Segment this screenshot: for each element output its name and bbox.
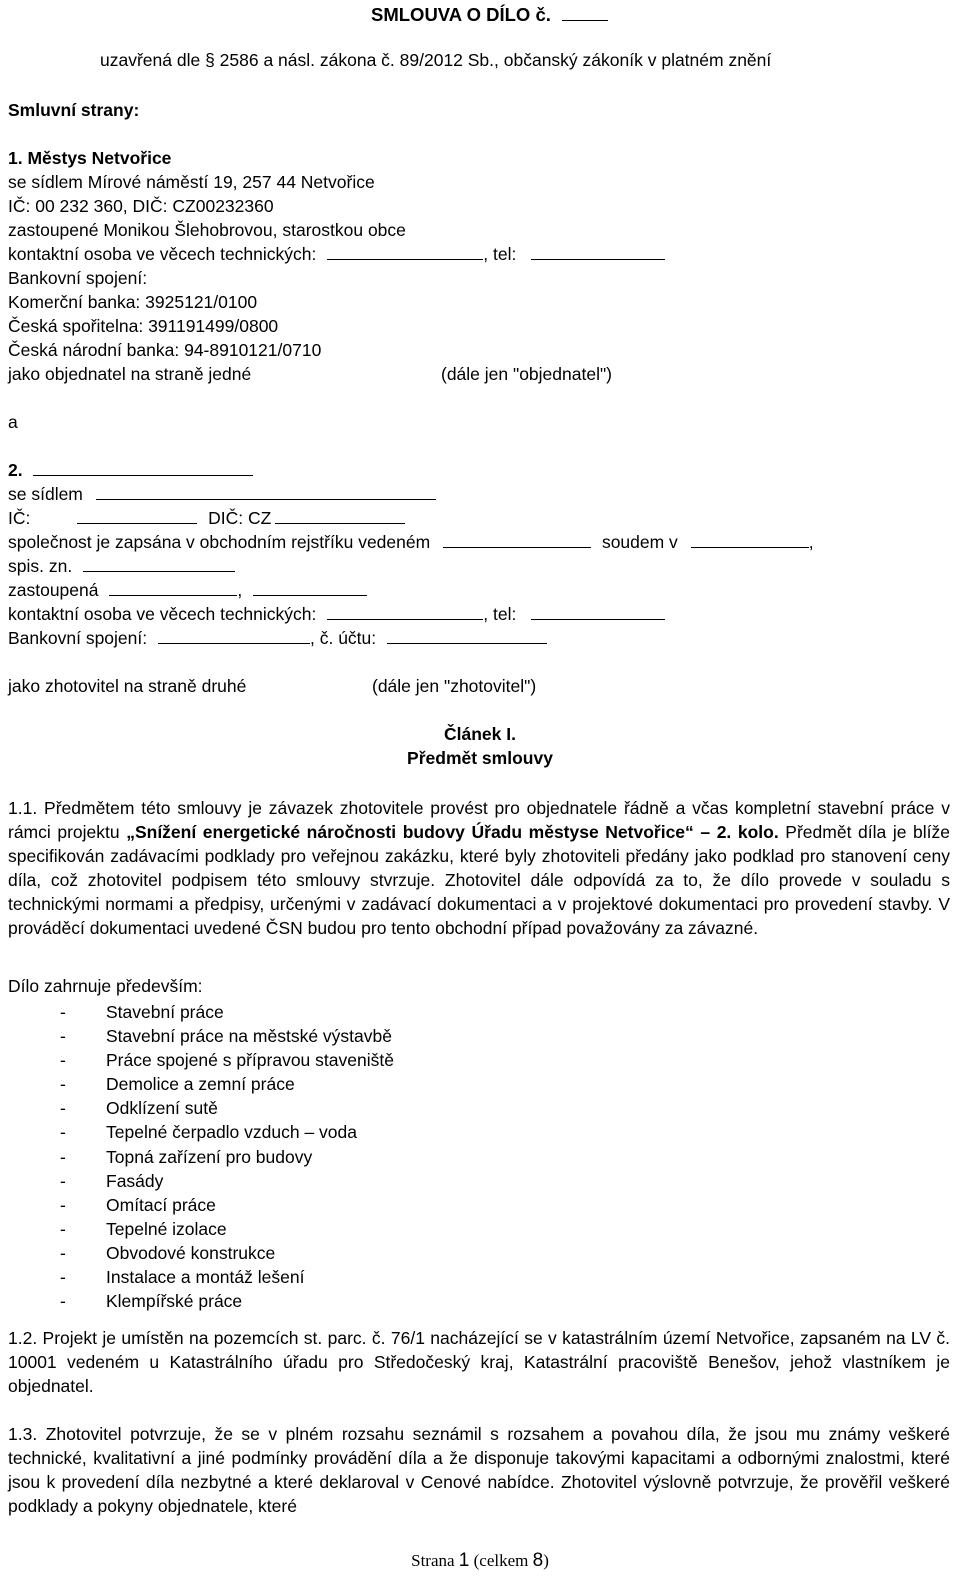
registry-court-label: soudem v [601, 532, 678, 552]
party-2-ids-line [8, 508, 405, 529]
tel-label: , tel: [483, 604, 517, 624]
list-item-text: Obvodové konstrukce [106, 1242, 276, 1263]
section-1-2-text: 1.2. Projekt je umístěn na pozemcích st. parc. č. 76/1 nacházející se v katastrálním území Netvořice, zapsaném na LV č. 10001 vedeném u Katastrálního úřadu pro Středočeský kraj, Katastrální pracoviště Benešov, jehož vlastníkem je objednatel. [8, 1328, 950, 1396]
represented-label: zastoupená [8, 580, 99, 600]
list-item-text: Tepelné izolace [106, 1218, 227, 1239]
footer-page-number: 1 [458, 1550, 470, 1571]
dic-label: DIČ: CZ [208, 508, 272, 528]
article-title: Předmět smlouvy [407, 748, 553, 768]
account-label: , č. účtu: [310, 628, 377, 648]
party-1-alias: (dále jen "objednatel") [441, 364, 613, 384]
list-item: - Instalace a montáž lešení [60, 1267, 305, 1288]
registry-prefix: společnost je zapsána v obchodním rejstříku vedeném [8, 532, 431, 552]
list-item: - Stavební práce na městské výstavbě [60, 1026, 392, 1047]
project-name: „Snížení energetické náročnosti budovy Úřadu městyse Netvořice“ – 2. kolo. [126, 822, 779, 842]
registry-city-blank [691, 533, 809, 548]
document-subtitle: uzavřená dle § 2586 a násl. zákona č. 89/2012 Sb., občanský zákoník v platném znění [100, 50, 772, 70]
party-1-bank-1: Komerční banka: 3925121/0100 [8, 292, 258, 312]
list-intro: Dílo zahrnuje především: [8, 976, 203, 996]
party-2-name-blank [33, 461, 253, 476]
registry-court-blank [443, 533, 591, 548]
section-1-1-text [8, 796, 950, 940]
list-item-text: Práce spojené s přípravou staveniště [106, 1050, 394, 1071]
party-2-address-line [8, 484, 436, 505]
address-label: se sídlem [8, 484, 83, 504]
party-1-contact-line [8, 244, 665, 265]
party-1-role: jako objednatel na straně jedné [8, 364, 252, 384]
section-1-1-rest: Předmět díla je blíže specifikován zadávacími podklady pro veřejnou zakázku, které byly zhotoviteli předány jako podklad pro stanovení ceny díla, což zhotovitel podpisem této smlouvy stvrzuje. Zhotovitel dále odpovídá za to, že dílo provede v souladu s technickými normami a předpisy, určenými v zadávací dokumentaci a v projektové dokumentaci pro provedení stavby. V prováděcí dokumentaci uvedené ČSN budou pro tento obchodní případ považovány za závazné. [8, 822, 950, 938]
list-item-text: Stavební práce [106, 1002, 224, 1022]
list-item-text: Fasády [106, 1170, 164, 1191]
list-item: - Klempířské práce [60, 1291, 243, 1312]
parties-heading: Smluvní strany: [8, 100, 140, 120]
address-blank [96, 485, 436, 500]
list-item-text: Omítací práce [106, 1194, 216, 1215]
list-item-text: Topná zařízení pro budovy [106, 1146, 313, 1167]
list-item: - Tepelné čerpadlo vzduch – voda [60, 1122, 358, 1143]
list-item: - Fasády [60, 1170, 164, 1191]
dic-blank [275, 509, 405, 524]
party-1-address: se sídlem Mírové náměstí 19, 257 44 Netvořice [8, 172, 375, 192]
contract-number-blank [562, 6, 608, 21]
work-items-list [60, 1000, 394, 1313]
party-2-represented-line [8, 580, 367, 601]
party-1-ids: IČ: 00 232 360, DIČ: CZ00232360 [8, 196, 274, 216]
tel-blank [531, 245, 665, 260]
party-1-represented: zastoupené Monikou Šlehobrovou, starostkou obce [8, 220, 406, 240]
account-blank [387, 629, 547, 644]
party-2-bank-line [8, 628, 547, 649]
party-2-contact-line [8, 604, 665, 625]
contact-blank [327, 245, 483, 260]
ic-label: IČ: [8, 508, 31, 528]
party-1-name: 1. Městys Netvořice [8, 148, 172, 168]
contact-blank [327, 605, 483, 620]
footer-suffix: ) [543, 1551, 549, 1570]
ic-blank [77, 509, 197, 524]
represented-name-blank [109, 581, 237, 596]
party-2-role: jako zhotovitel na straně druhé [8, 676, 247, 696]
footer-prefix: Strana [411, 1551, 455, 1570]
bank-label: Bankovní spojení: [8, 628, 148, 648]
party-1-bank-2: Česká spořitelna: 391191499/0800 [8, 316, 279, 336]
title-text: SMLOUVA O DÍLO č. [371, 4, 551, 25]
file-blank [83, 557, 235, 572]
tel-label: , tel: [483, 244, 517, 264]
party-2-number-line [8, 460, 253, 481]
connector-a: a [8, 412, 18, 432]
list-item: - Demolice a zemní práce [60, 1074, 295, 1095]
page-footer [0, 1550, 960, 1572]
list-item-text: Demolice a zemní práce [106, 1074, 295, 1095]
party-2-number: 2. [8, 460, 23, 480]
list-item: - Omítací práce [60, 1194, 216, 1215]
section-1-3-text: 1.3. Zhotovitel potvrzuje, že se v plném rozsahu seznámil s rozsahem a povahou díla, že jsou mu známy veškeré technické, kvalitativní a jiné podmínky provádění díla a že disponuje takovými kapacitami a odbornými znalostmi, které jsou k provedení díla nezbytné a které deklaroval v Cenové nabídce. Zhotovitel výslovně potvrzuje, že prověřil veškeré podklady a pokyny objednatele, které [8, 1424, 950, 1516]
party-1-bank-3: Česká národní banka: 94-8910121/0710 [8, 340, 322, 360]
list-item-text: Tepelné čerpadlo vzduch – voda [106, 1122, 358, 1143]
party-2-file-line [8, 556, 235, 577]
list-item: - Obvodové konstrukce [60, 1242, 276, 1263]
list-item-text: Stavební práce na městské výstavbě [106, 1026, 392, 1047]
party-2-registry-line [8, 532, 814, 553]
represented-role-blank [253, 581, 367, 596]
list-item-text: Instalace a montáž lešení [106, 1267, 305, 1288]
file-label: spis. zn. [8, 556, 73, 576]
list-item: - Práce spojené s přípravou staveniště [60, 1050, 394, 1071]
list-item: - Odklízení sutě [60, 1098, 218, 1119]
bank-blank [158, 629, 310, 644]
list-item-text: Odklízení sutě [106, 1098, 218, 1119]
section-1-1-lead: 1.1. Předmětem této smlouvy je závazek zhotovitele provést pro objednatele řádně a včas kompletní stavební práce v rámci projektu [8, 798, 950, 842]
list-item: - Stavební práce [60, 1002, 224, 1022]
list-item: - Topná zařízení pro budovy [60, 1146, 313, 1167]
represented-comma: , [237, 580, 243, 600]
footer-total-pages: 8 [532, 1550, 544, 1571]
list-item-text: Klempířské práce [106, 1291, 243, 1312]
footer-mid: (celkem [473, 1551, 529, 1570]
tel-blank [531, 605, 665, 620]
party-2-alias: (dále jen "zhotovitel") [372, 676, 537, 696]
registry-comma: , [808, 532, 814, 552]
contact-label: kontaktní osoba ve věcech technických: [8, 244, 317, 264]
list-item: - Tepelné izolace [60, 1218, 227, 1239]
party-1-bank-heading: Bankovní spojení: [8, 268, 148, 288]
document-title [371, 4, 608, 26]
contact-label: kontaktní osoba ve věcech technických: [8, 604, 317, 624]
article-number: Článek I. [444, 724, 516, 744]
